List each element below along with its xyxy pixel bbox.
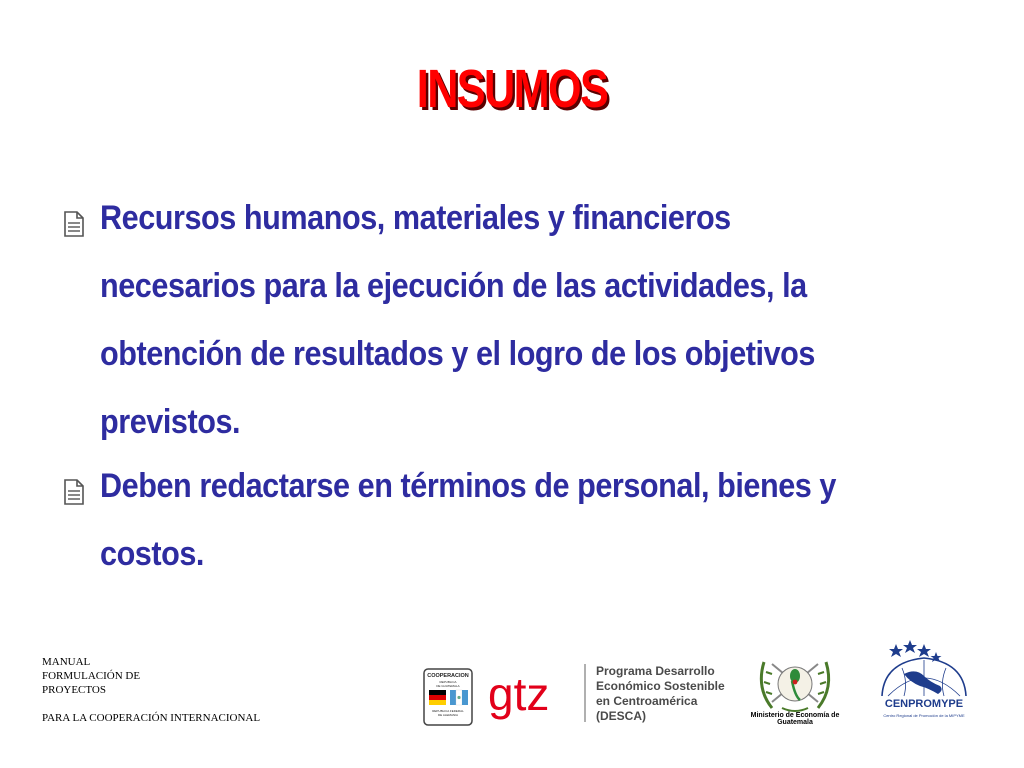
bullet-item	[62, 462, 982, 588]
bullet-list	[62, 194, 982, 588]
footer-line: MANUAL	[42, 656, 91, 668]
cenpromype-logo	[874, 638, 974, 730]
svg-text:DE ALEMANIA: DE ALEMANIA	[437, 713, 459, 717]
bullet-item	[62, 194, 982, 456]
svg-text:REPUBLICA FEDERAL: REPUBLICA FEDERAL	[432, 709, 464, 713]
svg-text:DE GUATEMALA: DE GUATEMALA	[436, 684, 460, 688]
gtz-logo	[488, 668, 574, 724]
desca-logo	[584, 664, 729, 724]
svg-text:REPUBLICA: REPUBLICA	[439, 680, 457, 684]
bullet-text: Deben redactarse en términos de personal, bienes y costos.	[100, 467, 836, 573]
cenpromype-subtitle: Centro Regional de Promoción de la MIPYME	[883, 713, 965, 718]
gtz-wordmark: gtz	[488, 668, 550, 720]
footer-line: PARA LA COOPERACIÓN INTERNACIONAL	[42, 712, 261, 724]
footer-line: FORMULACIÓN DE	[42, 670, 141, 682]
bullet-text: Recursos humanos, materiales y financieros necesarios para la ejecución de las actividades, la obtención de resultados y el logro de los objetivos previstos.	[100, 199, 815, 441]
guatemala-coat-of-arms	[742, 648, 848, 716]
desca-line1: Programa Desarrollo	[596, 664, 715, 678]
ministerio-economia-logo	[742, 648, 848, 726]
desca-line2: Económico Sostenible	[596, 679, 725, 693]
slide-title: INSUMOS	[416, 59, 608, 119]
desca-text	[596, 664, 725, 724]
cooperacion-logo	[423, 668, 473, 726]
document-icon	[62, 194, 100, 243]
cooperacion-top: COOPERACION	[427, 673, 469, 679]
document-icon	[62, 462, 100, 511]
footer-line: PROYECTOS	[42, 684, 106, 696]
ministerio-label: Ministerio de Economía de Guatemala	[750, 712, 840, 726]
footer-caption	[42, 655, 260, 725]
desca-line4: (DESCA)	[596, 709, 646, 723]
cenpromype-name: CENPROMYPE	[884, 698, 964, 710]
desca-line3: en Centroamérica	[596, 694, 698, 708]
